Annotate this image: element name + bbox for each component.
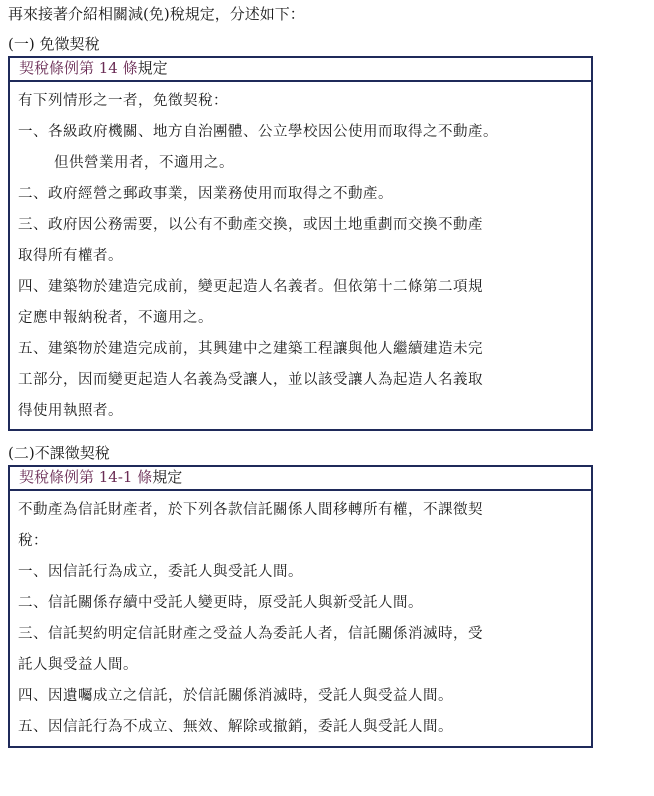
section-2-box	[8, 465, 593, 748]
section-1-box-body	[10, 82, 591, 427]
section-2-box-title: 契稅條例第 14-1 條	[19, 468, 153, 486]
section-2-box-header	[10, 467, 591, 491]
section-1-line: 四、建築物於建造完成前，變更起造人名義者。但依第十二條第二項規	[18, 279, 483, 295]
section-2-box-body	[10, 491, 591, 743]
section-2-line: 五、因信託行為不成立、無效、解除或撤銷，委託人與受託人間。	[18, 719, 453, 735]
section-2-box-title-suffix: 規定	[152, 468, 183, 486]
section-1-line: 取得所有權者。	[18, 248, 123, 264]
section-2-line: 二、信託關係存續中受託人變更時，原受託人與新受託人間。	[18, 595, 423, 611]
section-1-line: 得使用執照者。	[18, 403, 123, 419]
section-1-line: 但供營業用者，不適用之。	[54, 155, 234, 171]
section-1-line: 二、政府經營之郵政事業，因業務使用而取得之不動產。	[18, 186, 393, 202]
section-1-line: 工部分，因而變更起造人名義為受讓人，並以該受讓人為起造人名義取	[18, 372, 483, 388]
section-2-line: 四、因遺囑成立之信託，於信託關係消滅時，受託人與受益人間。	[18, 688, 453, 704]
section-1-box-header	[10, 58, 591, 82]
section-2-line: 不動產為信託財產者，於下列各款信託關係人間移轉所有權，不課徵契	[18, 502, 483, 518]
section-2-line: 三、信託契約明定信託財產之受益人為委託人者，信託關係消滅時，受	[18, 626, 483, 642]
section-1-line: 定應申報納稅者，不適用之。	[18, 310, 213, 326]
section-1-line: 五、建築物於建造完成前，其興建中之建築工程讓與他人繼續建造未完	[18, 341, 483, 357]
section-1-line: 三、政府因公務需要，以公有不動產交換，或因土地重劃而交換不動產	[18, 217, 483, 233]
section-2-line: 託人與受益人間。	[18, 657, 138, 673]
section-1-box	[8, 56, 593, 431]
section-1-line: 一、各級政府機關、地方自治團體、公立學校因公使用而取得之不動產。	[18, 124, 498, 140]
intro-text: 再來接著介紹相關減(免)稅規定，分述如下：	[8, 5, 305, 23]
section-1-title: (一) 免徵契稅	[8, 35, 100, 53]
section-2-line: 一、因信託行為成立，委託人與受託人間。	[18, 564, 303, 580]
section-1-box-title-suffix: 規定	[137, 59, 168, 77]
section-1-line: 有下列情形之一者，免徵契稅：	[18, 93, 228, 109]
section-2-title: (二)不課徵契稅	[8, 444, 110, 462]
section-2-line: 稅：	[18, 533, 48, 549]
section-1-box-title: 契稅條例第 14 條	[19, 59, 138, 77]
